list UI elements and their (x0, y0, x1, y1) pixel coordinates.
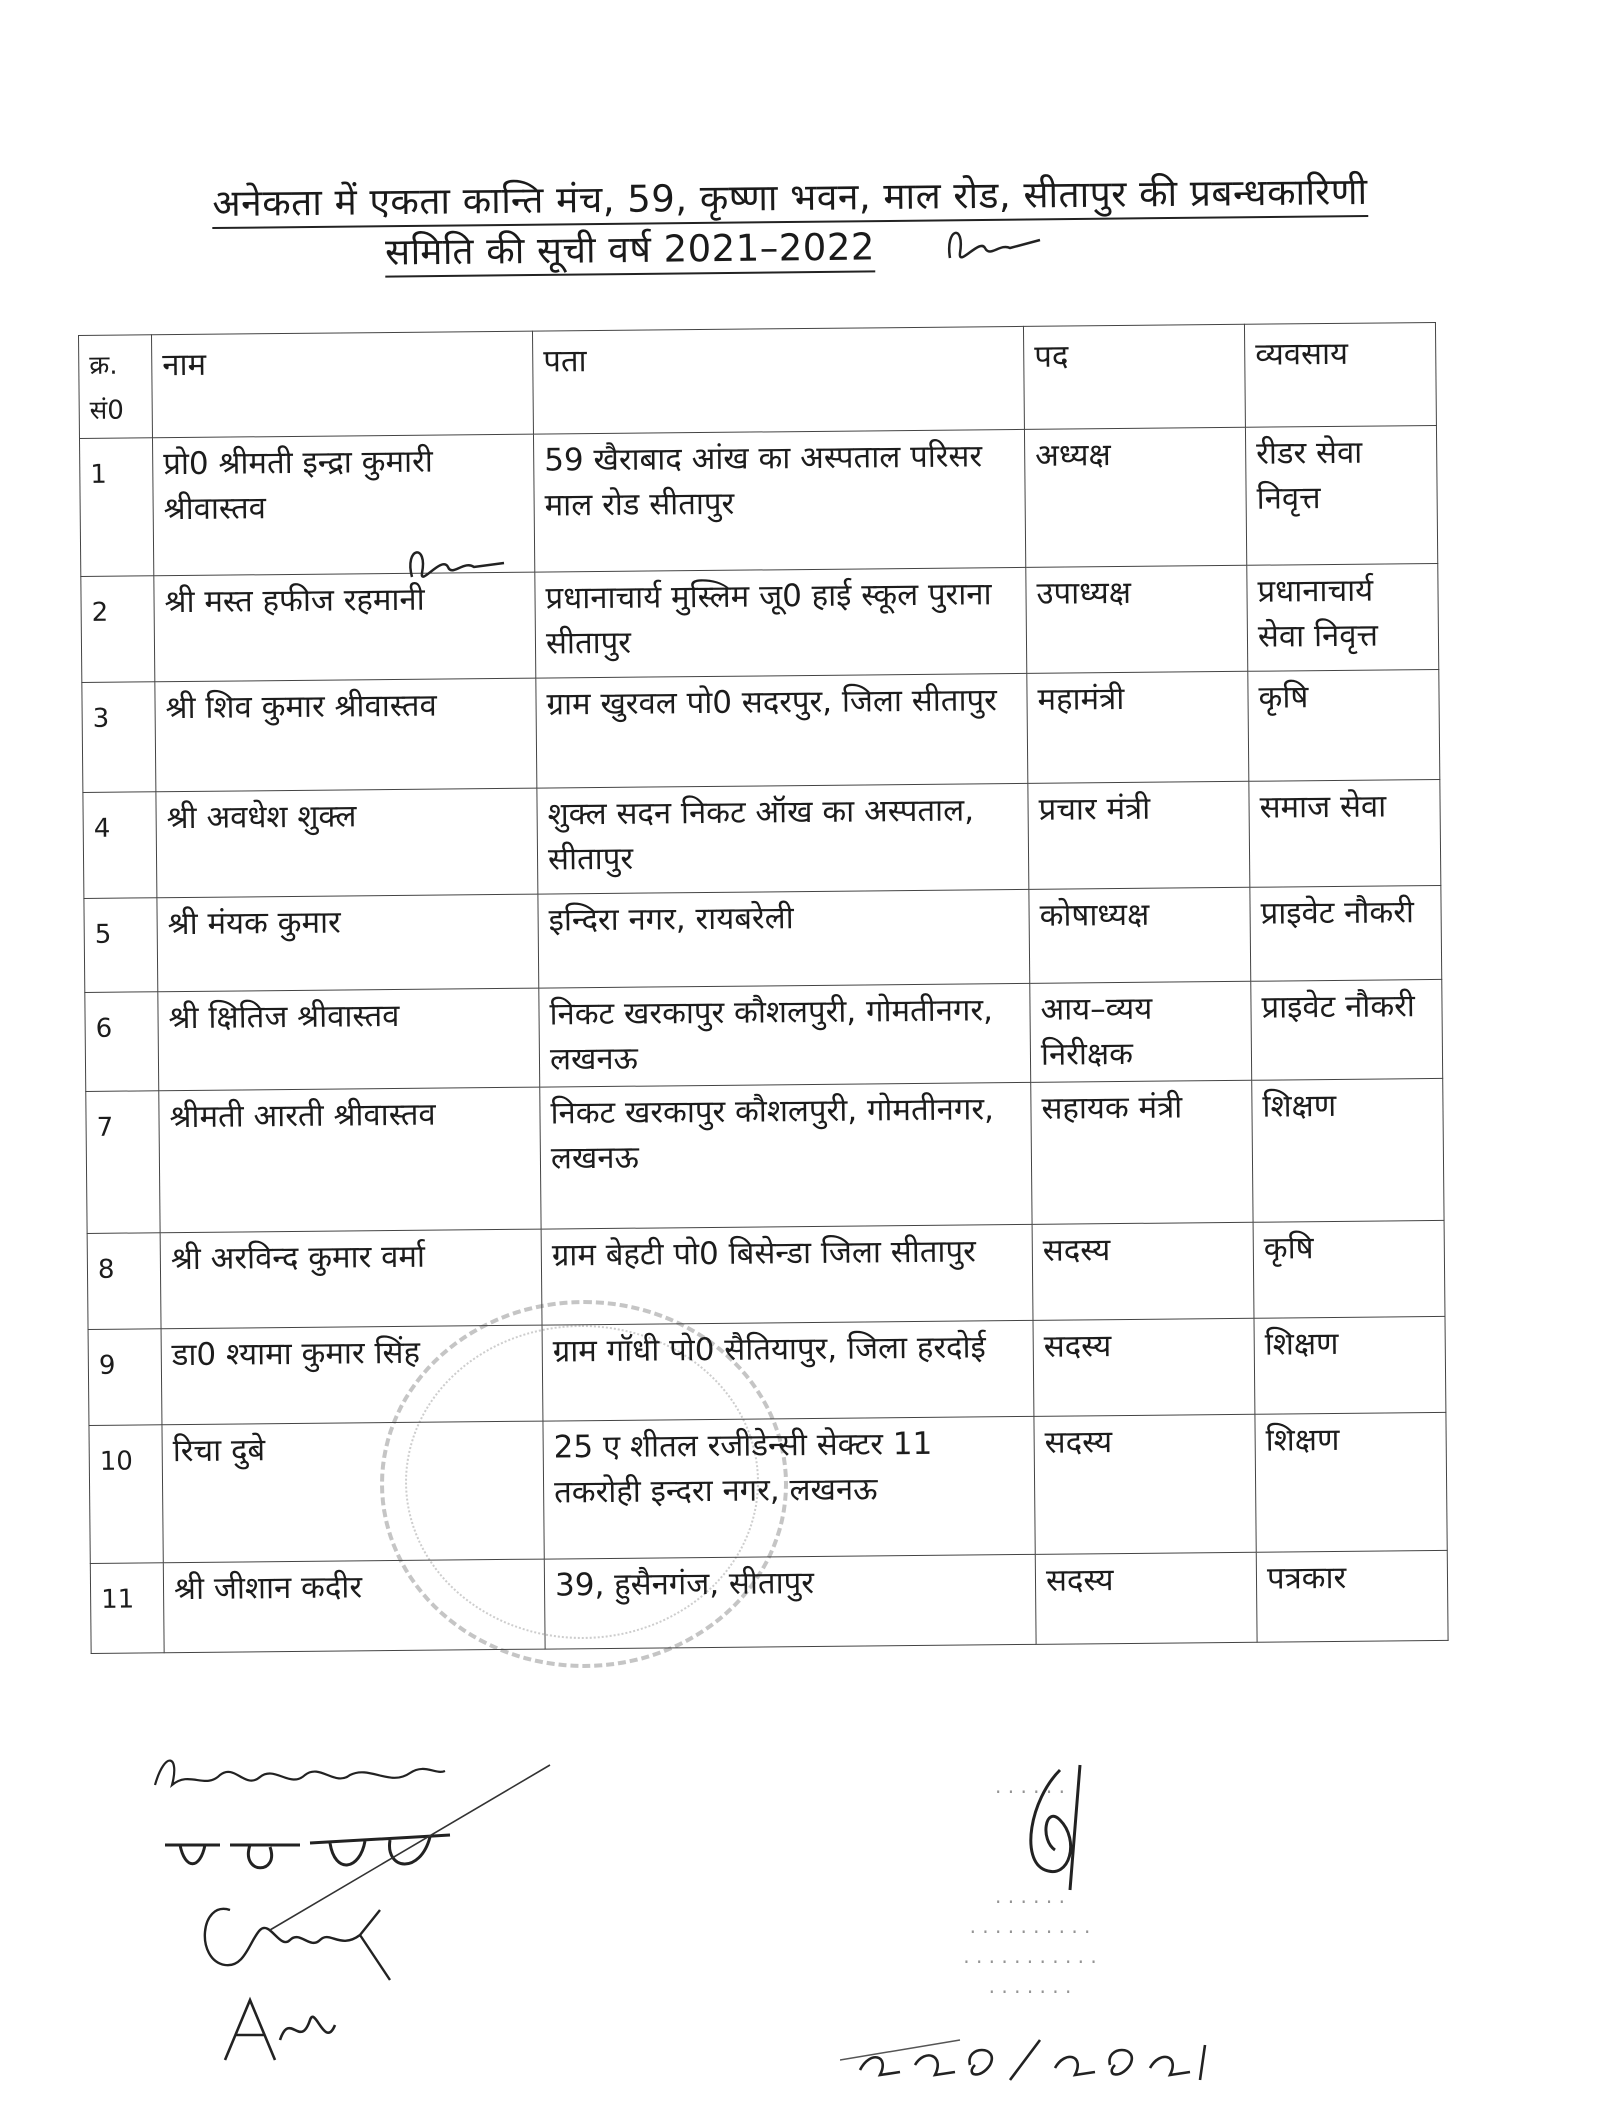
title-text-1: अनेकता में एकता कान्ति मंच, 59, कृष्णा भवन, माल रोड, सीतापुर की प्रबन्धकारिणी (212, 170, 1368, 229)
cell-post: सदस्य (1032, 1222, 1254, 1320)
cell-address: 25 ए शीतल रजीडेन्सी सेक्टर 11 तकरोही इन्दरा नगर, लखनऊ (543, 1416, 1035, 1559)
cell-address: निकट खरकापुर कौशलपुरी, गोमतीनगर, लखनऊ (539, 983, 1031, 1087)
table-row (79, 425, 1437, 576)
cell-post: सदस्य (1034, 1414, 1256, 1554)
cell-occupation: शिक्षण (1255, 1412, 1447, 1552)
cell-name: प्रो0 श्रीमती इन्द्रा कुमारी श्रीवास्तव (152, 434, 534, 576)
table-row (88, 1316, 1446, 1425)
cell-post: सहायक मंत्री (1031, 1080, 1253, 1224)
cell-occupation: कृषि (1253, 1220, 1445, 1318)
cell-serial: 8 (87, 1233, 161, 1330)
cell-post: उपाध्यक्ष (1026, 565, 1248, 673)
cell-occupation: शिक्षण (1252, 1078, 1444, 1222)
cell-serial: 9 (88, 1329, 162, 1426)
col-header-post: पद (1023, 324, 1245, 429)
cell-name: डा0 श्यामा कुमार सिंह (161, 1325, 543, 1425)
date-handwritten (840, 2020, 1240, 2100)
col-header-serial: क्र. सं0 (79, 335, 153, 439)
handwritten-signature-4 (215, 1990, 355, 2070)
cell-occupation: प्राइवेट नौकरी (1251, 979, 1443, 1080)
cell-serial: 5 (84, 898, 158, 993)
cell-address: ग्राम खुरवल पो0 सदरपुर, जिला सीतापुर (536, 673, 1028, 788)
cell-address: निकट खरकापुर कौशलपुरी, गोमतीनगर, लखनऊ (540, 1082, 1032, 1229)
registrar-signature (1000, 1760, 1160, 1910)
cell-serial: 11 (90, 1563, 164, 1654)
cell-name: श्री अरविन्द कुमार वर्मा (160, 1229, 542, 1329)
cell-occupation: कृषि (1248, 669, 1440, 781)
document-title-line2 (330, 219, 931, 276)
table-row (86, 1078, 1444, 1233)
cell-name: रिचा दुबे (162, 1421, 544, 1563)
signature-stroke-line (260, 1760, 560, 1940)
table-row (83, 779, 1441, 898)
table-row (90, 1550, 1448, 1653)
table-row (84, 885, 1442, 992)
table-row (82, 669, 1440, 792)
cell-post: सदस्य (1035, 1552, 1257, 1644)
cell-serial: 3 (82, 682, 156, 793)
cell-address: शुक्ल सदन निकट ऑख का अस्पताल, सीतापुर (537, 783, 1029, 894)
document-title-line1 (100, 163, 1480, 228)
cell-occupation: शिक्षण (1254, 1316, 1446, 1414)
cell-post: सदस्य (1033, 1318, 1255, 1416)
cell-post: आय–व्यय निरीक्षक (1030, 981, 1252, 1082)
table-row (81, 563, 1439, 682)
committee-members-table (78, 322, 1449, 1654)
row1-signature (400, 535, 510, 595)
cell-serial: 4 (83, 792, 157, 899)
cell-post: महामंत्री (1027, 671, 1249, 783)
cell-occupation: पत्रकार (1256, 1550, 1448, 1642)
cell-serial: 2 (81, 576, 155, 683)
cell-address: 59 खैराबाद आंख का अस्पताल परिसर माल रोड सीतापुर (533, 429, 1025, 572)
table-row (85, 979, 1443, 1091)
table-row (87, 1220, 1445, 1329)
col-header-address: पता (532, 326, 1024, 434)
cell-name: श्रीमती आरती श्रीवास्तव (159, 1087, 541, 1233)
cell-serial: 10 (89, 1425, 163, 1564)
cell-address: इन्दिरा नगर, रायबरेली (538, 889, 1030, 988)
cell-serial: 6 (85, 992, 159, 1092)
cell-occupation: समाज सेवा (1249, 779, 1441, 887)
table-header-row (79, 322, 1437, 438)
cell-occupation: रीडर सेवा निवृत्त (1245, 425, 1437, 565)
cell-post: प्रचार मंत्री (1028, 781, 1250, 889)
cell-name: श्री जीशान कदीर (163, 1559, 545, 1653)
title-signature-mark (940, 218, 1050, 278)
col-header-occupation: व्यवसाय (1244, 322, 1436, 427)
cell-serial: 1 (79, 438, 153, 577)
cell-occupation: प्राइवेट नौकरी (1250, 885, 1442, 981)
cell-occupation: प्रधानाचार्य सेवा निवृत्त (1247, 563, 1439, 671)
cell-name: श्री क्षितिज श्रीवास्तव (158, 988, 540, 1091)
cell-name: श्री अवधेश शुक्ल (156, 788, 538, 898)
cell-name: श्री मस्त हफीज रहमानी (154, 572, 536, 682)
cell-post: अध्यक्ष (1024, 427, 1246, 567)
cell-address: ग्राम बेहटी पो0 बिसेन्डा जिला सीतापुर (541, 1224, 1033, 1325)
cell-address: 39, हुसैनगंज, सीतापुर (544, 1554, 1036, 1649)
title-text-2: समिति की सूची वर्ष 2021–2022 (385, 225, 875, 277)
cell-post: कोषाध्यक्ष (1029, 887, 1251, 983)
cell-serial: 7 (86, 1091, 160, 1234)
cell-name: श्री मंयक कुमार (157, 894, 539, 992)
cell-name: श्री शिव कुमार श्रीवास्तव (155, 678, 537, 792)
col-header-name: नाम (152, 331, 534, 438)
table-row (89, 1412, 1447, 1563)
cell-address: ग्राम गॉधी पो0 सैतियापुर, जिला हरदोई (542, 1320, 1034, 1421)
registrar-seal: · · · · · · · · · · · · · · · · · · · · · · · · · · · · · · · · · · · · · · · · (963, 1780, 1097, 2004)
cell-address: प्रधानाचार्य मुस्लिम जू0 हाई स्कूल पुराना सीतापुर (535, 567, 1027, 678)
